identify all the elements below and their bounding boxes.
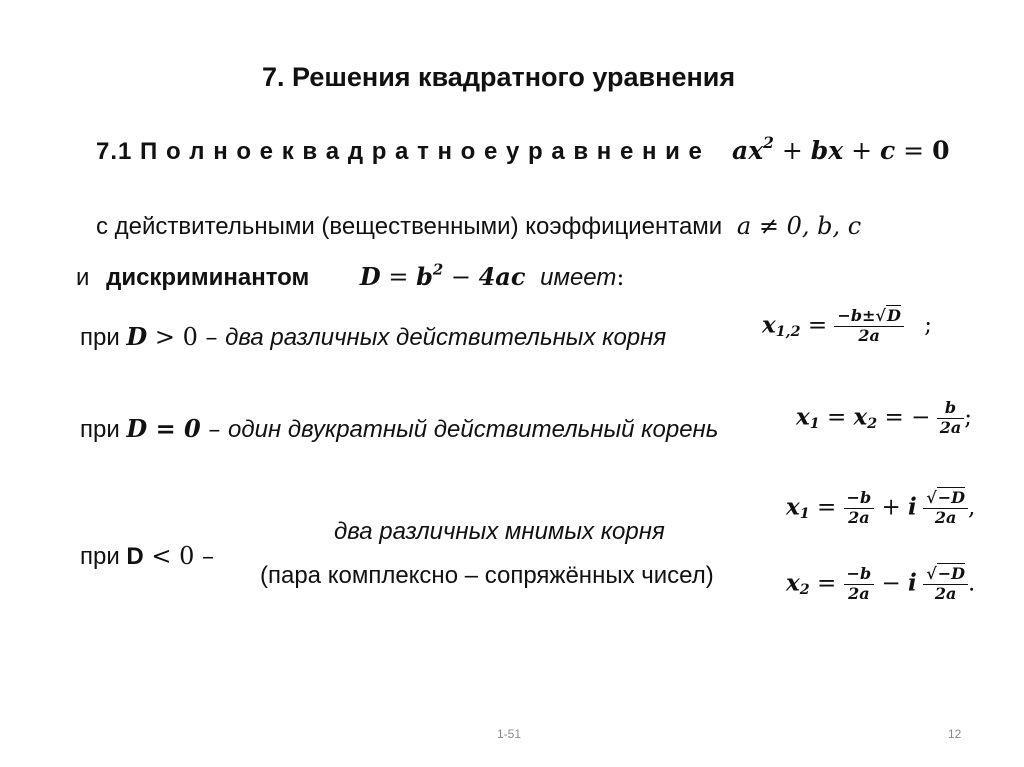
coefficients-math: a ≠ 0, b, c bbox=[736, 212, 862, 240]
f1-denominator: 2a bbox=[858, 325, 880, 345]
case-positive-pri: при bbox=[80, 324, 120, 351]
f1-num-pre: −b± bbox=[837, 306, 876, 325]
disc-minus: − bbox=[443, 263, 479, 291]
case-zero-desc: один двукратный действительный корень bbox=[228, 416, 719, 443]
sqrt-icon: √ bbox=[875, 306, 886, 325]
case-negative-desc-1: два различных мнимых корня bbox=[334, 518, 665, 545]
imeet-text: имеет bbox=[540, 264, 617, 291]
eq-pow: 2 bbox=[763, 133, 774, 153]
eq-plus-1: + bbox=[773, 136, 811, 165]
case-zero-dash: – bbox=[200, 415, 229, 443]
section-heading: 7.1 П о л н о е к в а д р а т н о е у р а в н е н и е bbox=[96, 138, 703, 165]
r1-op: + bbox=[874, 494, 909, 521]
r2-fraction-1 bbox=[844, 566, 875, 603]
eq-c: c bbox=[879, 136, 896, 165]
eq-equals: = bbox=[895, 136, 933, 165]
slide-title: 7. Решения квадратного уравнения bbox=[262, 62, 736, 92]
r1-num: −b bbox=[844, 490, 875, 509]
discriminant-line bbox=[76, 262, 624, 292]
f2-denominator: 2a bbox=[939, 417, 962, 437]
sqrt-icon: √ bbox=[926, 488, 937, 507]
r1-fraction-2 bbox=[923, 490, 968, 527]
f2-sub1: 1 bbox=[809, 415, 820, 432]
f1-numerator bbox=[834, 308, 903, 327]
r2-fraction-2 bbox=[923, 566, 968, 603]
discriminant-label: дискриминантом bbox=[106, 264, 310, 291]
f1-num-sqrt: D bbox=[886, 306, 901, 325]
conj-i: и bbox=[76, 264, 90, 291]
case-positive bbox=[80, 322, 666, 352]
case-negative-desc-2: (пара комплексно – сопряжённых чисел) bbox=[260, 562, 714, 589]
r2-sqrt-num: −D bbox=[937, 564, 965, 583]
root-2-formula bbox=[786, 566, 975, 603]
r2-num: −b bbox=[844, 566, 875, 585]
r1-sub: 1 bbox=[799, 505, 810, 522]
r1-sqrt-den: 2a bbox=[934, 507, 957, 527]
case-zero-cond: = 0 bbox=[147, 414, 201, 443]
r2-eq: = bbox=[809, 570, 844, 597]
case-negative-cond: < 0 – bbox=[143, 542, 215, 570]
f2-x1: x bbox=[796, 403, 810, 431]
f1-sub: 1,2 bbox=[775, 323, 801, 340]
r2-sqrt-numerator bbox=[923, 566, 968, 585]
f2-sub2: 2 bbox=[867, 415, 878, 432]
general-equation bbox=[732, 133, 950, 166]
case-positive-formula bbox=[762, 308, 932, 345]
f2-eq2: = − bbox=[877, 404, 931, 431]
r1-fraction-1 bbox=[844, 490, 875, 527]
r2-sub: 2 bbox=[799, 581, 810, 598]
f2-numerator: b bbox=[937, 400, 965, 419]
case-zero-formula bbox=[796, 400, 972, 437]
eq-zero: 0 bbox=[932, 136, 950, 165]
disc-b: b bbox=[416, 262, 433, 291]
disc-D: D bbox=[359, 262, 381, 291]
sqrt-icon: √ bbox=[926, 564, 937, 583]
case-zero bbox=[80, 414, 718, 444]
r1-i: i bbox=[908, 493, 917, 521]
disc-eq: = bbox=[380, 263, 417, 291]
case-positive-cond: > 0 – bbox=[147, 323, 226, 351]
f1-fraction bbox=[834, 308, 903, 345]
r2-op: − bbox=[874, 570, 909, 597]
imeet-colon: : bbox=[616, 263, 625, 291]
footer-center: 1-51 bbox=[497, 727, 522, 741]
case-zero-D: D bbox=[126, 414, 148, 443]
disc-4ac: 4ac bbox=[478, 262, 526, 291]
case-negative bbox=[80, 542, 214, 571]
r1-sqrt-num: −D bbox=[937, 488, 965, 507]
case-zero-pri: при bbox=[80, 416, 120, 443]
r2-den: 2a bbox=[848, 583, 870, 603]
f1-end: ; bbox=[924, 312, 932, 339]
f1-x: x bbox=[762, 311, 776, 339]
case-negative-D: D bbox=[126, 543, 144, 570]
r1-den: 2a bbox=[848, 507, 870, 527]
r2-i: i bbox=[908, 569, 917, 597]
r1-x: x bbox=[786, 493, 800, 521]
case-positive-desc: два различных действительных корня bbox=[225, 324, 667, 351]
f1-eq: = bbox=[800, 312, 835, 339]
f2-end: ; bbox=[964, 404, 972, 431]
coefficients-line bbox=[96, 212, 861, 241]
eq-ax: ax bbox=[732, 136, 764, 165]
root-1-formula bbox=[786, 490, 975, 527]
page-number: 12 bbox=[948, 727, 962, 741]
r2-end: . bbox=[967, 570, 976, 597]
r2-sqrt-den: 2a bbox=[934, 583, 957, 603]
r2-x: x bbox=[786, 569, 800, 597]
f2-fraction bbox=[937, 400, 965, 437]
r1-end: , bbox=[967, 494, 976, 521]
disc-pow: 2 bbox=[432, 260, 444, 279]
r1-sqrt-numerator bbox=[923, 490, 968, 509]
f2-x2: x bbox=[853, 403, 868, 431]
eq-plus-2: + bbox=[843, 136, 880, 165]
case-negative-pri: при bbox=[80, 543, 120, 570]
f2-eq1: = bbox=[819, 404, 854, 431]
coefficients-text: с действительными (вещественными) коэффициентами bbox=[96, 213, 723, 240]
r1-eq: = bbox=[809, 494, 844, 521]
eq-bx: bx bbox=[810, 136, 844, 165]
case-positive-D: D bbox=[126, 322, 148, 351]
